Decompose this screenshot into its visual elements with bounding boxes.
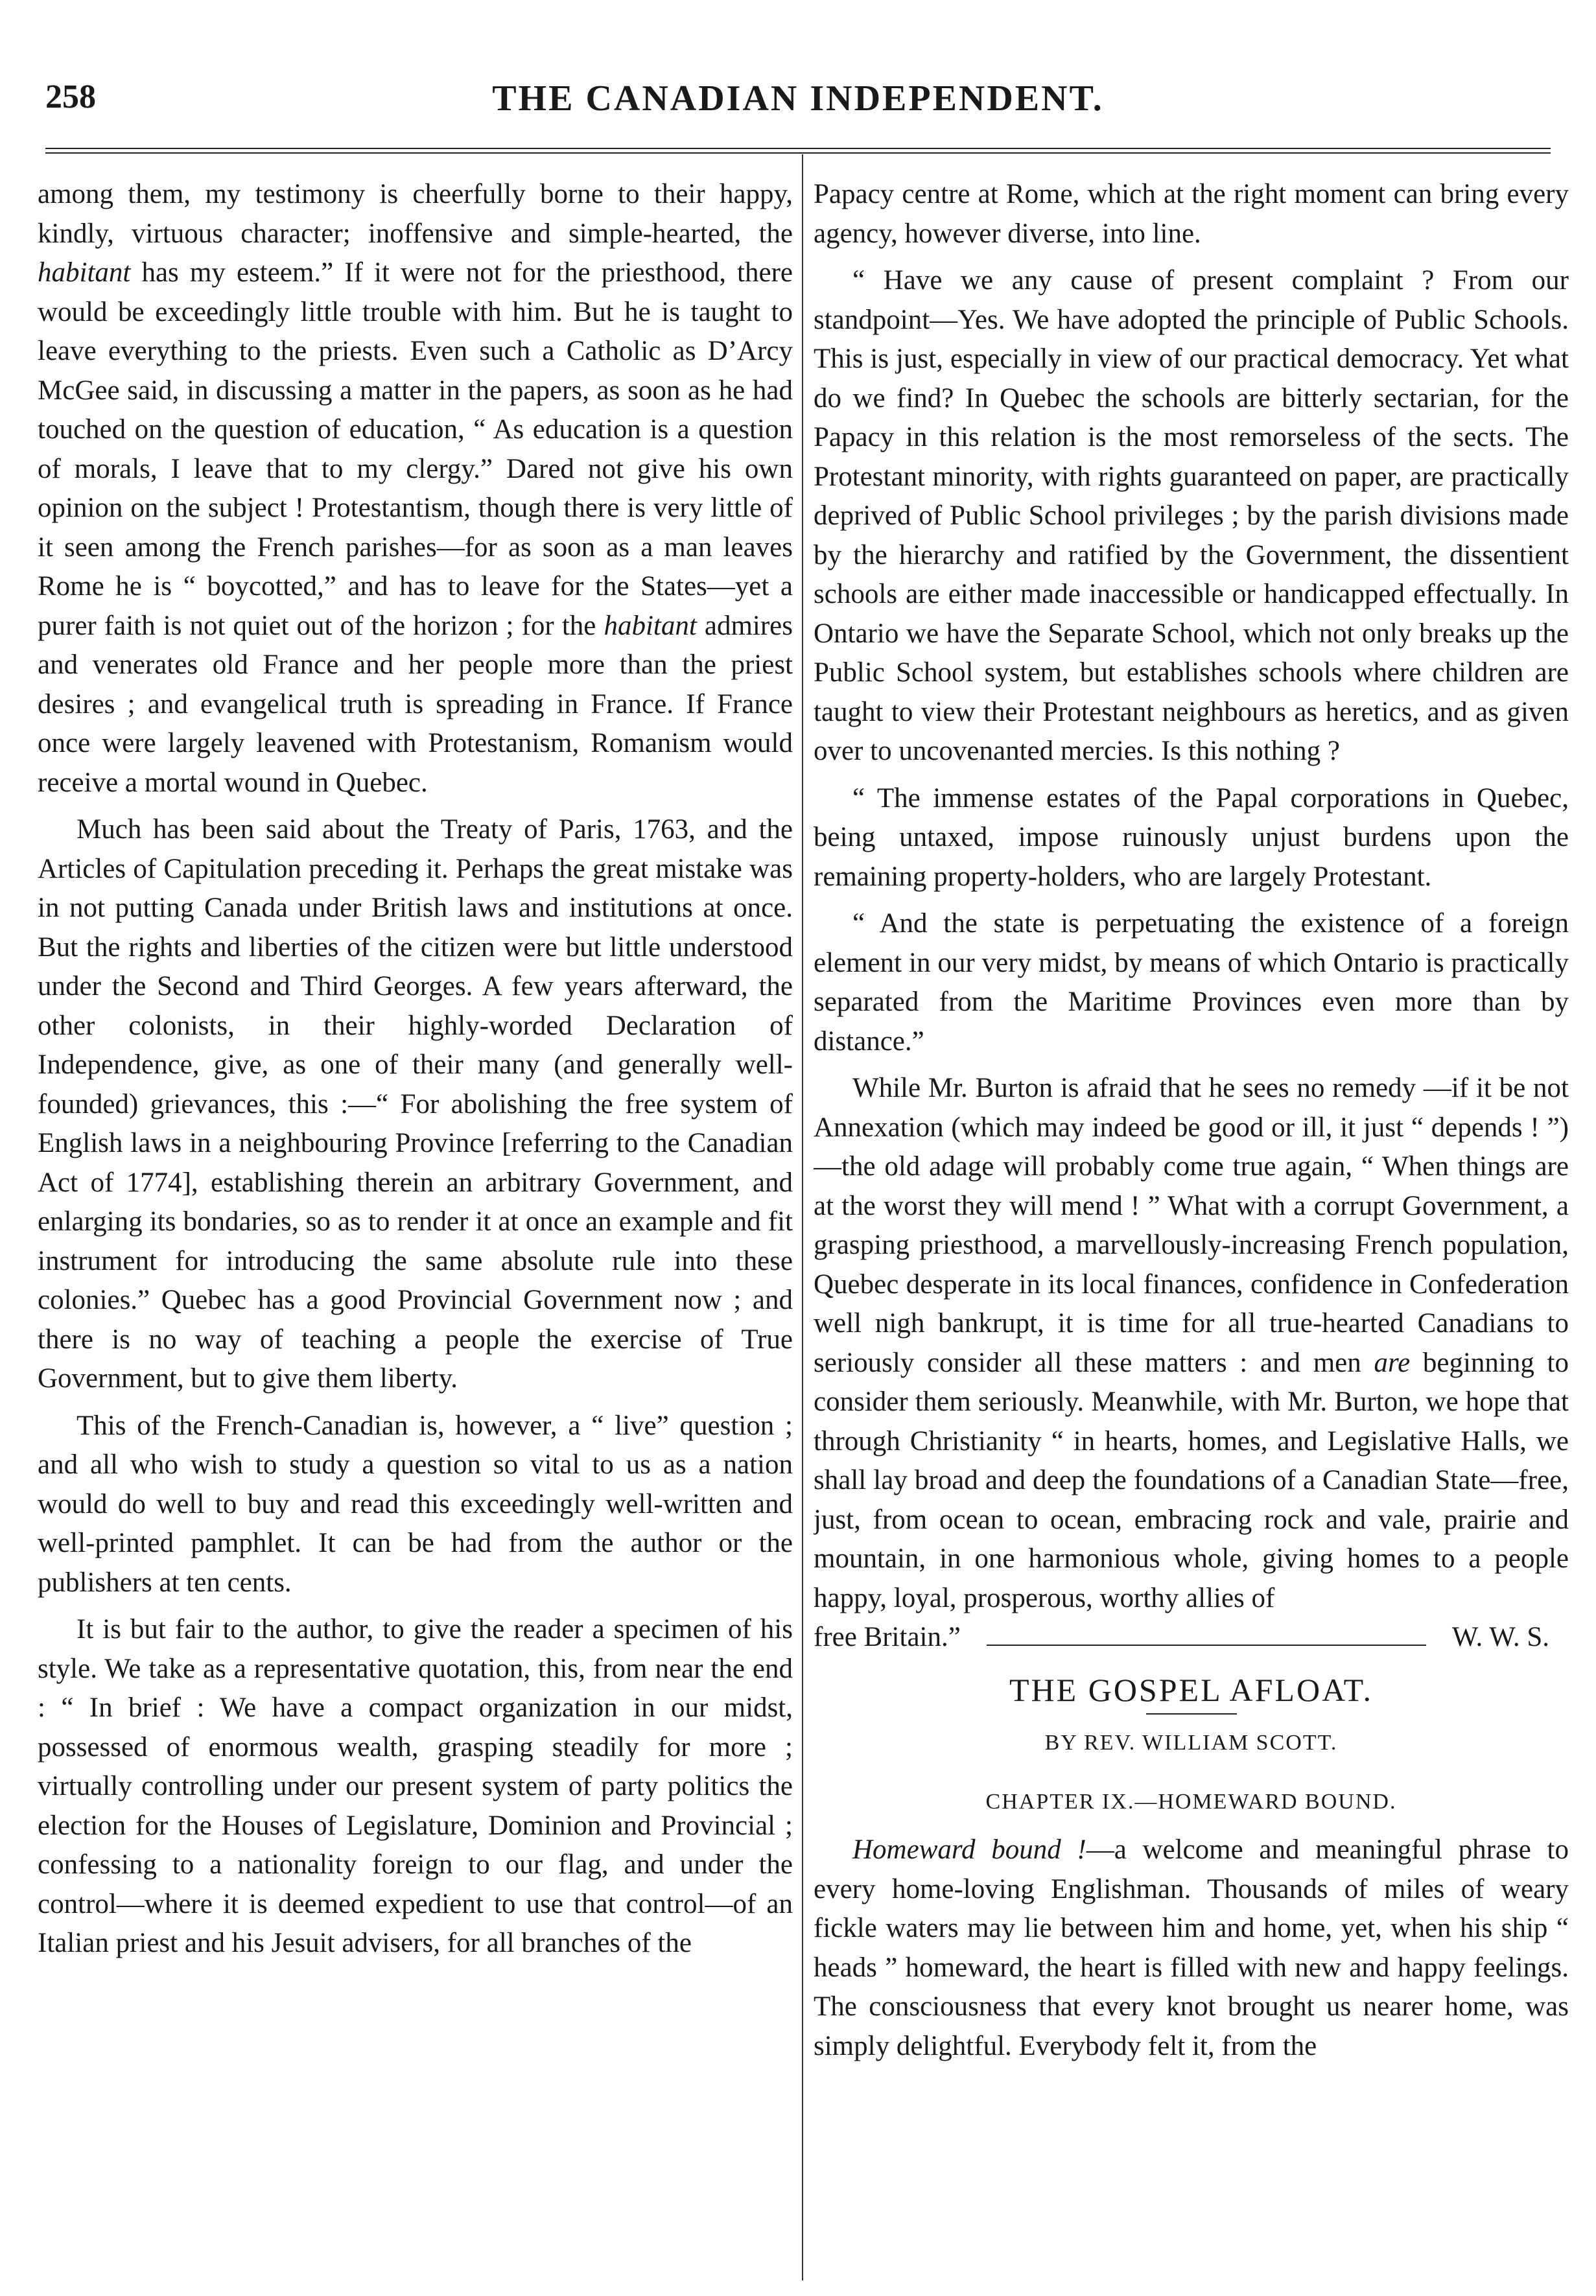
paragraph: While Mr. Burton is afraid that he sees no remedy —if it be not Annexation (which may indeed be good or ill, it just “ depends ! ”)—the old adage will probably come true again, “ When things are at the worst they will mend ! ” What with a corrupt Government, a grasping priesthood, a marvellously-increasing French population, Quebec desperate in its local finances, confidence in Confederation well nigh bankrupt, it is time for all true-hearted Canadians to seriously consider all these matters : and men are beginning to consider them seriously. Meanwhile, with Mr. Burton, we hope that through Christianity “ in hearts, homes, and Legislative Halls, we shall lay broad and deep the foundations of a Canadian State—free, just, from ocean to ocean, embracing rock and vale, prairie and mountain, in one harmonious whole, giving homes to a people happy, loyal, prosperous, worthy allies of <box>814 1073 1569 1613</box>
italic-phrase: Homeward bound ! <box>852 1834 1086 1865</box>
paragraph: It is but fair to the author, to give the reader a specimen of his style. We take as a representative quotation, this, from near the end : “ In brief : We have a compact organization in our midst, possessed of enormous wealth, grasping steadily for more ; virtually controlling under our present system of party politics the election for the Houses of Legislature, Dominion and Provincial ; confessing to a nationality foreign to our flag, and under the control—where it is deemed expedient to use that control—of an Italian priest and his Jesuit advisers, for all branches of the <box>38 1614 793 1958</box>
paragraph: Much has been said about the Treaty of Paris, 1763, and the Articles of Capitulation preceding it. Perhaps the great mistake was in not putting Canada under British laws and institutions at once. But the rights and liberties of the citizen were but little understood under the Second and Third Georges. A few years afterward, the other colonists, in their highly-worded Declaration of Independence, give, as one of their many (and generally well-founded) grievances, this :—“ For abolishing the free system of English laws in a neighbouring Province [referring to the Canadian Act of 1774], establishing therein an arbitrary Government, and enlarging its bondaries, so as to render it at once an example and fit instrument for introducing the same absolute rule into these colonies.” Quebec has a good Provincial Government now ; and there is no way of teaching a people the exercise of True Government, but to give them liberty. <box>38 814 793 1394</box>
italic-word: habitant <box>38 257 131 288</box>
right-column <box>814 175 1569 2262</box>
title-rule <box>1146 1713 1237 1715</box>
paragraph: “ The immense estates of the Papal corporations in Quebec, being untaxed, impose ruinously unjust burdens upon the remaining property-holders, who are largely Protestant. <box>814 782 1569 892</box>
page-number: 258 <box>45 78 96 115</box>
author-initials: W. W. S. <box>1451 1622 1549 1652</box>
paragraph: This of the French-Canadian is, however, a “ live” question ; and all who wish to study a question so vital to us as a nation would do well to buy and read this exceedingly well-written and well-printed pamphlet. It can be had from the author or the publishers at ten cents. <box>38 1410 793 1598</box>
column-divider <box>802 154 803 2280</box>
paragraph: Papacy centre at Rome, which at the right moment can bring every agency, however diverse, into line. <box>814 179 1569 249</box>
paragraph: “ And the state is perpetuating the existence of a foreign element in our very midst, by means of which Ontario is practically separated from the Maritime Provinces even more than by distance.” <box>814 908 1569 1057</box>
byline: BY REV. WILLIAM SCOTT. <box>1044 1731 1338 1755</box>
chapter-heading: CHAPTER IX.—HOMEWARD BOUND. <box>985 1789 1397 1814</box>
section-title: THE GOSPEL AFLOAT. <box>1009 1671 1373 1708</box>
italic-word: habitant <box>604 610 697 641</box>
page-header <box>45 78 1551 130</box>
paragraph: Homeward bound !—a welcome and meaningful phrase to every home-loving Englishman. Thousands of miles of weary fickle waters may lie between him and home, yet, when his ship “ heads ” homeward, the heart is filled with new and happy feelings. The consciousness that every knot brought us nearer home, was simply delightful. Everybody felt it, from the <box>814 1834 1569 2061</box>
signoff-text: free Britain.” <box>814 1622 961 1652</box>
paragraph: among them, my testimony is cheerfully borne to their happy, kindly, virtuous character; inoffensive and simple-hearted, the habitant has my esteem.” If it were not for the priesthood, there would be exceedingly little trouble with him. But he is taught to leave everything to the priests. Even such a Catholic as D’Arcy McGee said, in discussing a matter in the papers, as soon as he had touched on the question of education, “ As education is a question of morals, I leave that to my clergy.” Dared not give his own opinion on the subject ! Protestantism, though there is very little of it seen among the French parishes—for as soon as a man leaves Rome he is “ boycotted,” and has to leave for the States—yet a purer faith is not quiet out of the horizon ; for the habitant admires and venerates old France and her people more than the priest desires ; and evangelical truth is spreading in France. If France once were largely leavened with Protestanism, Romanism would receive a mortal wound in Quebec. <box>38 179 793 798</box>
journal-title: THE CANADIAN INDEPENDENT. <box>492 78 1104 119</box>
signoff-rule <box>987 1645 1426 1646</box>
italic-word: are <box>1374 1347 1411 1378</box>
paragraph: “ Have we any cause of present complaint ? From our standpoint—Yes. We have adopted the principle of Public Schools. This is just, especially in view of our practical democracy. Yet what do we find? In Quebec the schools are bitterly sectarian, for the Papacy in this relation is the most remorseless of the sects. The Protestant minority, with rights guaranteed on paper, are practically deprived of Public School privileges ; by the parish divisions made by the hierarchy and ratified by the Government, the dissentient schools are either made inaccessible or handicapped effectually. In Ontario we have the Separate School, which not only breaks up the Public School system, but establishes schools where children are taught to view their Protestant neighbours as heretics, and as given over to uncovenanted mercies. Is this nothing ? <box>814 265 1569 766</box>
article-signoff <box>814 1618 1569 1658</box>
header-rule <box>45 148 1551 154</box>
left-column <box>38 175 793 2262</box>
